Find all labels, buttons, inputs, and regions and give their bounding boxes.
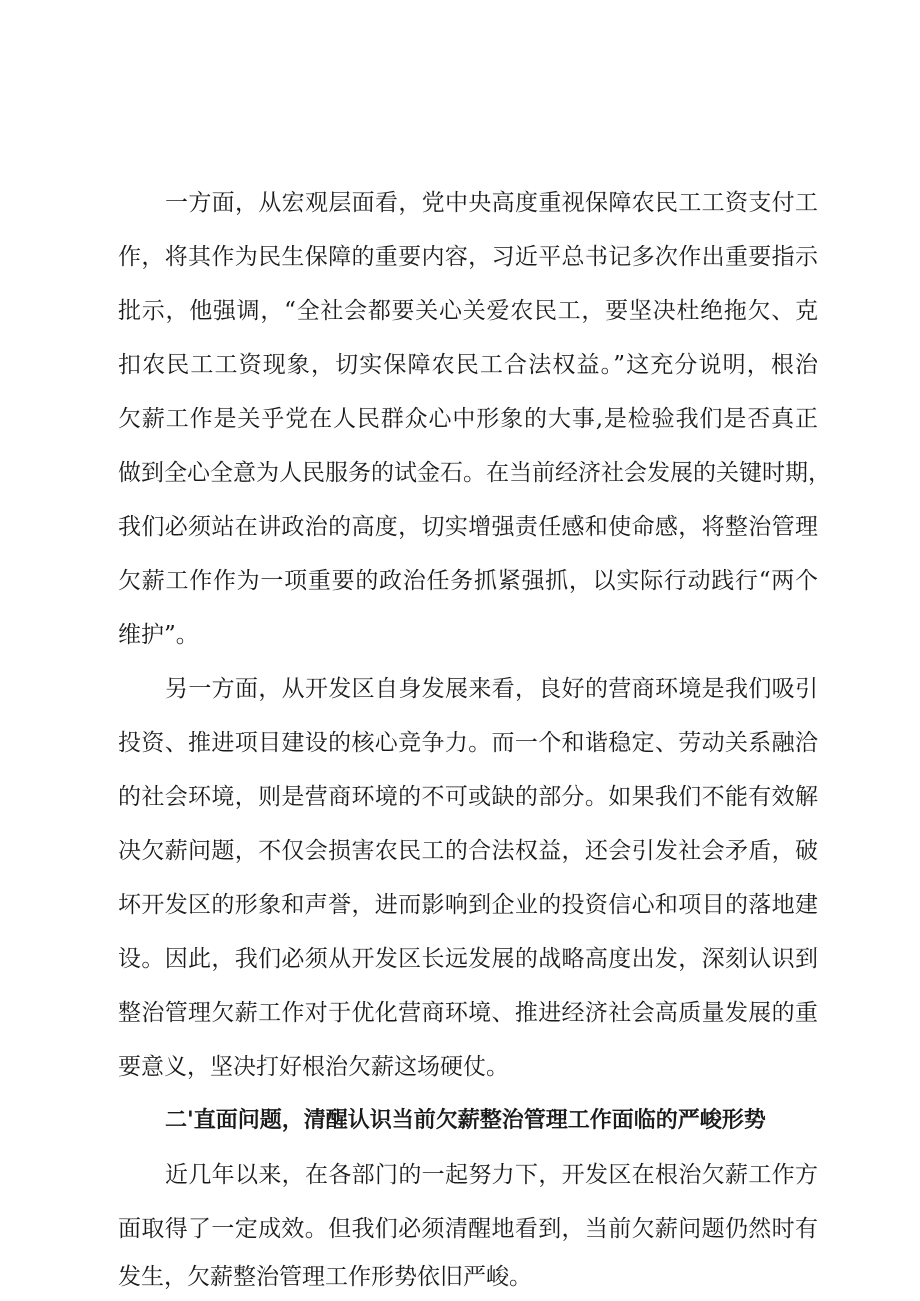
section-heading: 二'直面问题，清醒认识当前欠薪整治管理工作面临的严峻形势 [165,1108,766,1133]
paragraph-1-line-8: 欠薪工作作为一项重要的政治任务抓紧强抓，以实际行动践行“两个 [118,568,818,594]
paragraph-1-line-6: 做到全心全意为人民服务的试金石。在当前经济社会发展的关键时期， [118,460,831,486]
paragraph-1-line-4: 扣农民工工资现象，切实保障农民工合法权益。”这充分说明，根治 [118,352,818,378]
paragraph-3-line-1: 近几年以来，在各部门的一起努力下，开发区在根治欠薪工作方 [165,1162,818,1188]
paragraph-1-line-3: 批示，他强调，“全社会都要关心关爱农民工，要坚决杜绝拖欠、克 [118,298,818,324]
paragraph-2-line-5: 坏开发区的形象和声誉，进而影响到企业的投资信心和项目的落地建 [118,892,818,918]
paragraph-3-line-3: 发生，欠薪整治管理工作形势依旧严峻。 [118,1264,532,1290]
paragraph-2-line-4: 决欠薪问题，不仅会损害农民工的合法权益，还会引发社会矛盾，破 [118,838,818,864]
paragraph-2-line-6: 设。因此，我们必须从开发区长远发展的战略高度出发，深刻认识到 [118,946,818,972]
paragraph-3-line-2: 面取得了一定成效。但我们必须清醒地看到，当前欠薪问题仍然时有 [118,1216,818,1242]
paragraph-2-line-7: 整治管理欠薪工作对于优化营商环境、推进经济社会高质量发展的重 [118,1000,818,1026]
paragraph-1-line-7: 我们必须站在讲政治的高度，切实增强责任感和使命感，将整治管理 [118,514,818,540]
paragraph-2-line-2: 投资、推进项目建设的核心竞争力。而一个和谐稳定、劳动关系融洽 [118,730,818,756]
paragraph-2-line-3: 的社会环境，则是营商环境的不可或缺的部分。如果我们不能有效解 [118,784,818,810]
paragraph-2-line-8: 要意义，坚决打好根治欠薪这场硬仗。 [118,1054,509,1080]
paragraph-1-line-5: 欠薪工作是关乎党在人民群众心中形象的大事,是检验我们是否真正 [118,406,818,432]
paragraph-1-line-2: 作，将其作为民生保障的重要内容，习近平总书记多次作出重要指示 [118,244,818,270]
paragraph-2-line-1: 另一方面，从开发区自身发展来看，良好的营商环境是我们吸引 [165,676,818,702]
paragraph-1-line-9: 维护”。 [118,622,199,648]
paragraph-1-line-1: 一方面，从宏观层面看，党中央高度重视保障农民工工资支付工 [165,190,818,216]
